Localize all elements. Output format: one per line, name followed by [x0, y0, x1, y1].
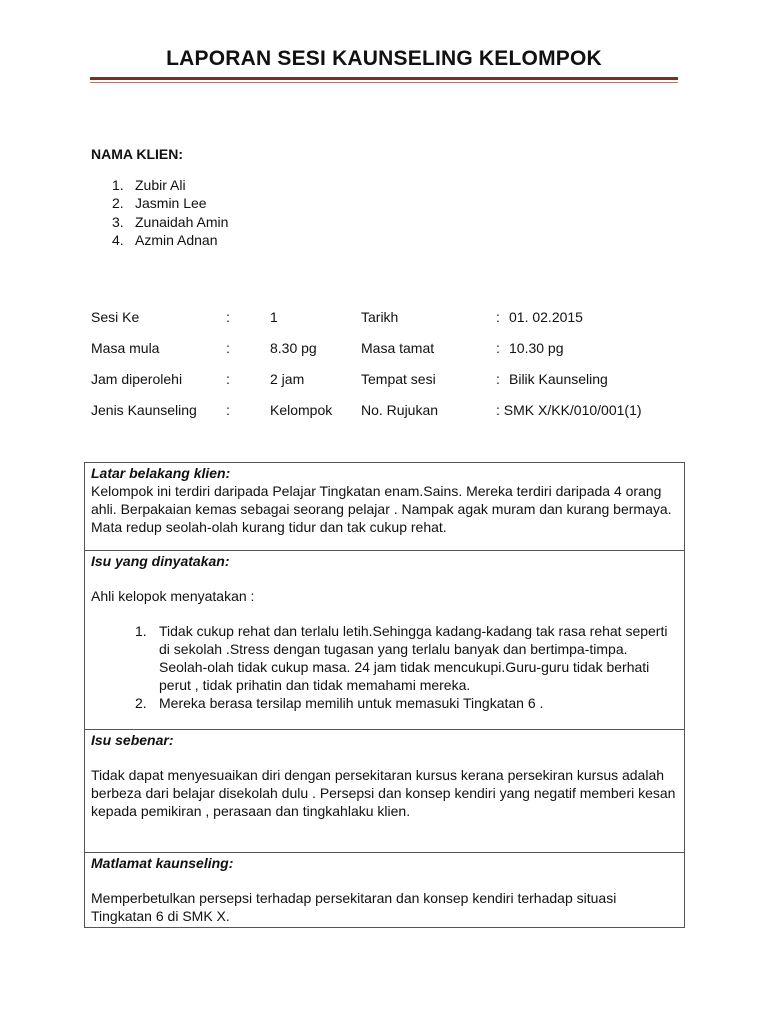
section-text: Memperbetulkan persepsi terhadap persekitaran dan konsep kendiri terhadap situasi Tingkatan 6 di SMK X. [91, 890, 617, 924]
issue-text: Mereka berasa tersilap memilih untuk memasuki Tingkatan 6 . [159, 695, 544, 711]
section-heading: Matlamat kaunseling: [91, 855, 234, 871]
page-title: LAPORAN SESI KAUNSELING KELOMPOK [166, 47, 602, 70]
list-item [112, 231, 228, 249]
list-number: 4. [112, 231, 124, 248]
client-name: Jasmin Lee [135, 195, 207, 212]
section-heading: Latar belakang klien: [91, 465, 231, 481]
list-number: 2. [135, 695, 147, 711]
info-label: Masa mula [91, 340, 160, 356]
title-rule [90, 77, 678, 83]
info-value: Kelompok [270, 402, 333, 418]
info-separator: : [226, 371, 230, 387]
info-separator: : [496, 309, 500, 325]
info-value: Bilik Kaunseling [509, 371, 608, 387]
info-value: 10.30 pg [509, 340, 564, 356]
client-list [112, 176, 228, 249]
info-value: 1 [270, 309, 278, 325]
info-separator: : [496, 340, 500, 356]
section-text: Tidak dapat menyesuaikan diri dengan persekitaran kursus kerana persekiran kursus adalah berbeza dari belajar disekolah dulu . Persepsi dan konsep kendiri yang negatif memberi kesan kepada pemikiran , perasaan dan tingkahlaku klien. [91, 767, 676, 819]
info-value: 2 jam [270, 371, 305, 387]
list-item [112, 213, 228, 231]
info-label: No. Rujukan [361, 402, 439, 418]
section-stated-issue [85, 551, 684, 730]
info-separator: : [496, 371, 500, 387]
info-value: 8.30 pg [270, 340, 317, 356]
list-item [91, 694, 678, 712]
info-separator: : [226, 340, 230, 356]
info-label: Sesi Ke [91, 309, 140, 325]
info-label: Masa tamat [361, 340, 435, 356]
info-label: Jenis Kaunseling [91, 402, 197, 418]
section-actual-issue [85, 730, 684, 853]
list-item [112, 194, 228, 212]
info-separator: : [226, 402, 230, 418]
list-item [112, 176, 228, 194]
client-name: Zubir Ali [135, 177, 186, 193]
info-label: Jam diperolehi [91, 371, 183, 387]
report-table [84, 462, 685, 928]
info-label: Tempat sesi [361, 371, 436, 387]
list-number: 3. [112, 213, 124, 230]
section-heading: Isu yang dinyatakan: [91, 553, 230, 569]
section-text: Ahli kelopok menyatakan : [91, 588, 255, 604]
list-number: 2. [112, 195, 124, 212]
section-text: Kelompok ini terdiri daripada Pelajar Tingkatan enam.Sains. Mereka terdiri daripada 4 orang ahli. Berpakaian kemas sebagai seorang pelajar . Nampak agak muram dan kurang bermaya. Mata redup seolah-olah kurang tidur dan tak cukup rehat. [91, 483, 672, 535]
client-name: Zunaidah Amin [135, 213, 229, 230]
section-background [85, 463, 684, 551]
client-name: Azmin Adnan [135, 231, 218, 248]
list-item [91, 622, 678, 694]
list-number: 1. [135, 623, 147, 639]
info-value: : SMK X/KK/010/001(1) [496, 402, 642, 418]
section-goal [85, 853, 684, 927]
info-value: 01. 02.2015 [509, 309, 583, 325]
issue-list [91, 622, 678, 712]
client-label: NAMA KLIEN: [91, 146, 184, 162]
section-heading: Isu sebenar: [91, 732, 174, 748]
list-number: 1. [112, 177, 124, 193]
issue-text: Tidak cukup rehat dan terlalu letih.Sehingga kadang-kadang tak rasa rehat seperti di sekolah .Stress dengan tugasan yang terlalu banyak dan bertimpa-timpa. Seolah-olah tidak cukup masa. 24 jam tidak mencukupi.Guru-guru tidak berhati perut , tidak prihatin dan tidak memahami mereka. [159, 623, 668, 693]
info-label: Tarikh [361, 309, 399, 325]
info-separator: : [226, 309, 230, 325]
